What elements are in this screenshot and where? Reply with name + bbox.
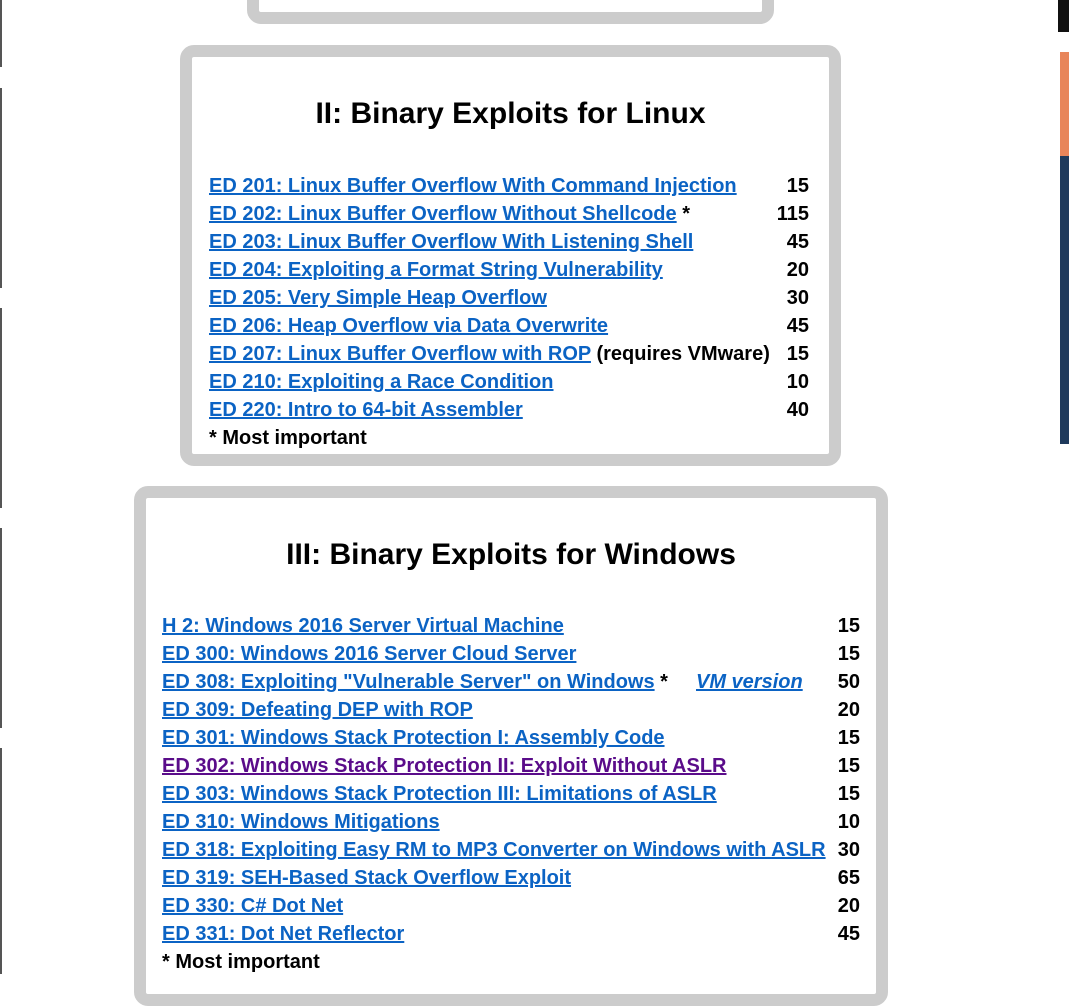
right-side-banner[interactable] — [1060, 52, 1069, 444]
exercise-note: * — [654, 671, 668, 693]
left-border-rule — [0, 0, 2, 67]
exercise-row — [209, 340, 809, 368]
exercise-points: 15 — [837, 755, 860, 777]
section-title: III: Binary Exploits for Windows — [286, 538, 736, 571]
vm-version-link[interactable]: VM version — [696, 671, 803, 693]
exercise-row — [162, 920, 860, 948]
exercise-row — [162, 724, 860, 752]
exercise-row — [162, 892, 860, 920]
section-title: II: Binary Exploits for Linux — [315, 97, 706, 130]
footnote: * Most important — [162, 951, 320, 973]
exercise-points: 15 — [786, 343, 809, 365]
exercise-points: 45 — [786, 315, 809, 337]
exercise-row — [209, 200, 809, 228]
exercise-points: 15 — [837, 615, 860, 637]
exercise-row — [162, 640, 860, 668]
exercise-row — [162, 696, 860, 724]
exercise-link[interactable]: ED 204: Exploiting a Format String Vulnerability — [209, 259, 663, 281]
exercise-link[interactable]: ED 220: Intro to 64-bit Assembler — [209, 399, 523, 421]
exercise-points: 15 — [837, 783, 860, 805]
exercise-link[interactable]: ED 300: Windows 2016 Server Cloud Server — [162, 643, 577, 665]
exercise-row — [162, 836, 860, 864]
footnote: * Most important — [209, 427, 367, 449]
exercise-points: 20 — [837, 699, 860, 721]
exercise-row — [209, 172, 809, 200]
exercise-link[interactable]: ED 207: Linux Buffer Overflow with ROP — [209, 343, 591, 365]
exercise-link-visited[interactable]: ED 302: Windows Stack Protection II: Exploit Without ASLR — [162, 755, 727, 777]
exercise-row — [162, 780, 860, 808]
exercise-link[interactable]: ED 205: Very Simple Heap Overflow — [209, 287, 547, 309]
exercise-link[interactable]: ED 301: Windows Stack Protection I: Assembly Code — [162, 727, 665, 749]
exercise-points: 20 — [786, 259, 809, 281]
exercise-points: 20 — [837, 895, 860, 917]
exercise-points: 30 — [837, 839, 860, 861]
right-edge-widget — [1058, 0, 1069, 32]
exercise-link[interactable]: ED 330: C# Dot Net — [162, 895, 344, 917]
exercise-link[interactable]: ED 318: Exploiting Easy RM to MP3 Converter on Windows with ASLR — [162, 839, 826, 861]
exercise-row — [209, 256, 809, 284]
exercise-link[interactable]: ED 331: Dot Net Reflector — [162, 923, 405, 945]
exercise-row — [162, 752, 860, 780]
exercise-points: 15 — [837, 643, 860, 665]
exercise-points: 10 — [837, 811, 860, 833]
exercise-row — [209, 284, 809, 312]
exercise-points: 65 — [837, 867, 860, 889]
exercise-points: 15 — [786, 175, 809, 197]
exercise-link[interactable]: ED 206: Heap Overflow via Data Overwrite — [209, 315, 609, 337]
left-border-rule — [0, 308, 2, 508]
exercise-points: 50 — [837, 671, 860, 693]
exercise-list — [162, 612, 860, 976]
exercise-row — [209, 228, 809, 256]
exercise-link[interactable]: ED 203: Linux Buffer Overflow With Listening Shell — [209, 231, 694, 253]
exercise-link[interactable]: ED 201: Linux Buffer Overflow With Command Injection — [209, 175, 737, 197]
exercise-points: 40 — [786, 399, 809, 421]
exercise-row — [162, 864, 860, 892]
left-border-rule — [0, 528, 2, 728]
exercise-link[interactable]: ED 308: Exploiting "Vulnerable Server" on Windows — [162, 671, 655, 693]
exercise-link[interactable]: H 2: Windows 2016 Server Virtual Machine — [162, 615, 564, 637]
exercise-link[interactable]: ED 310: Windows Mitigations — [162, 811, 440, 833]
section-box-previous — [247, 0, 774, 24]
exercise-points: 45 — [837, 923, 860, 945]
exercise-points: 10 — [786, 371, 809, 393]
exercise-points: 15 — [837, 727, 860, 749]
exercise-row — [209, 312, 809, 340]
exercise-row — [209, 368, 809, 396]
exercise-points: 45 — [786, 231, 809, 253]
exercise-link[interactable]: ED 210: Exploiting a Race Condition — [209, 371, 554, 393]
left-border-rule — [0, 748, 2, 974]
section-linux-box — [180, 45, 841, 466]
section-windows-box — [134, 486, 888, 1006]
exercise-row — [162, 808, 860, 836]
exercise-row — [162, 612, 860, 640]
exercise-list — [209, 172, 809, 452]
exercise-link[interactable]: ED 202: Linux Buffer Overflow Without Shellcode — [209, 203, 677, 225]
exercise-note: (requires VMware) — [590, 343, 770, 365]
left-border-rule — [0, 88, 2, 288]
exercise-points: 30 — [786, 287, 809, 309]
exercise-note: * — [676, 203, 690, 225]
exercise-row — [209, 396, 809, 424]
exercise-link[interactable]: ED 309: Defeating DEP with ROP — [162, 699, 473, 721]
exercise-points: 115 — [776, 203, 809, 225]
exercise-link[interactable]: ED 303: Windows Stack Protection III: Limitations of ASLR — [162, 783, 717, 805]
banner-accent — [1060, 52, 1069, 156]
exercise-row — [162, 668, 860, 696]
exercise-link[interactable]: ED 319: SEH-Based Stack Overflow Exploit — [162, 867, 572, 889]
